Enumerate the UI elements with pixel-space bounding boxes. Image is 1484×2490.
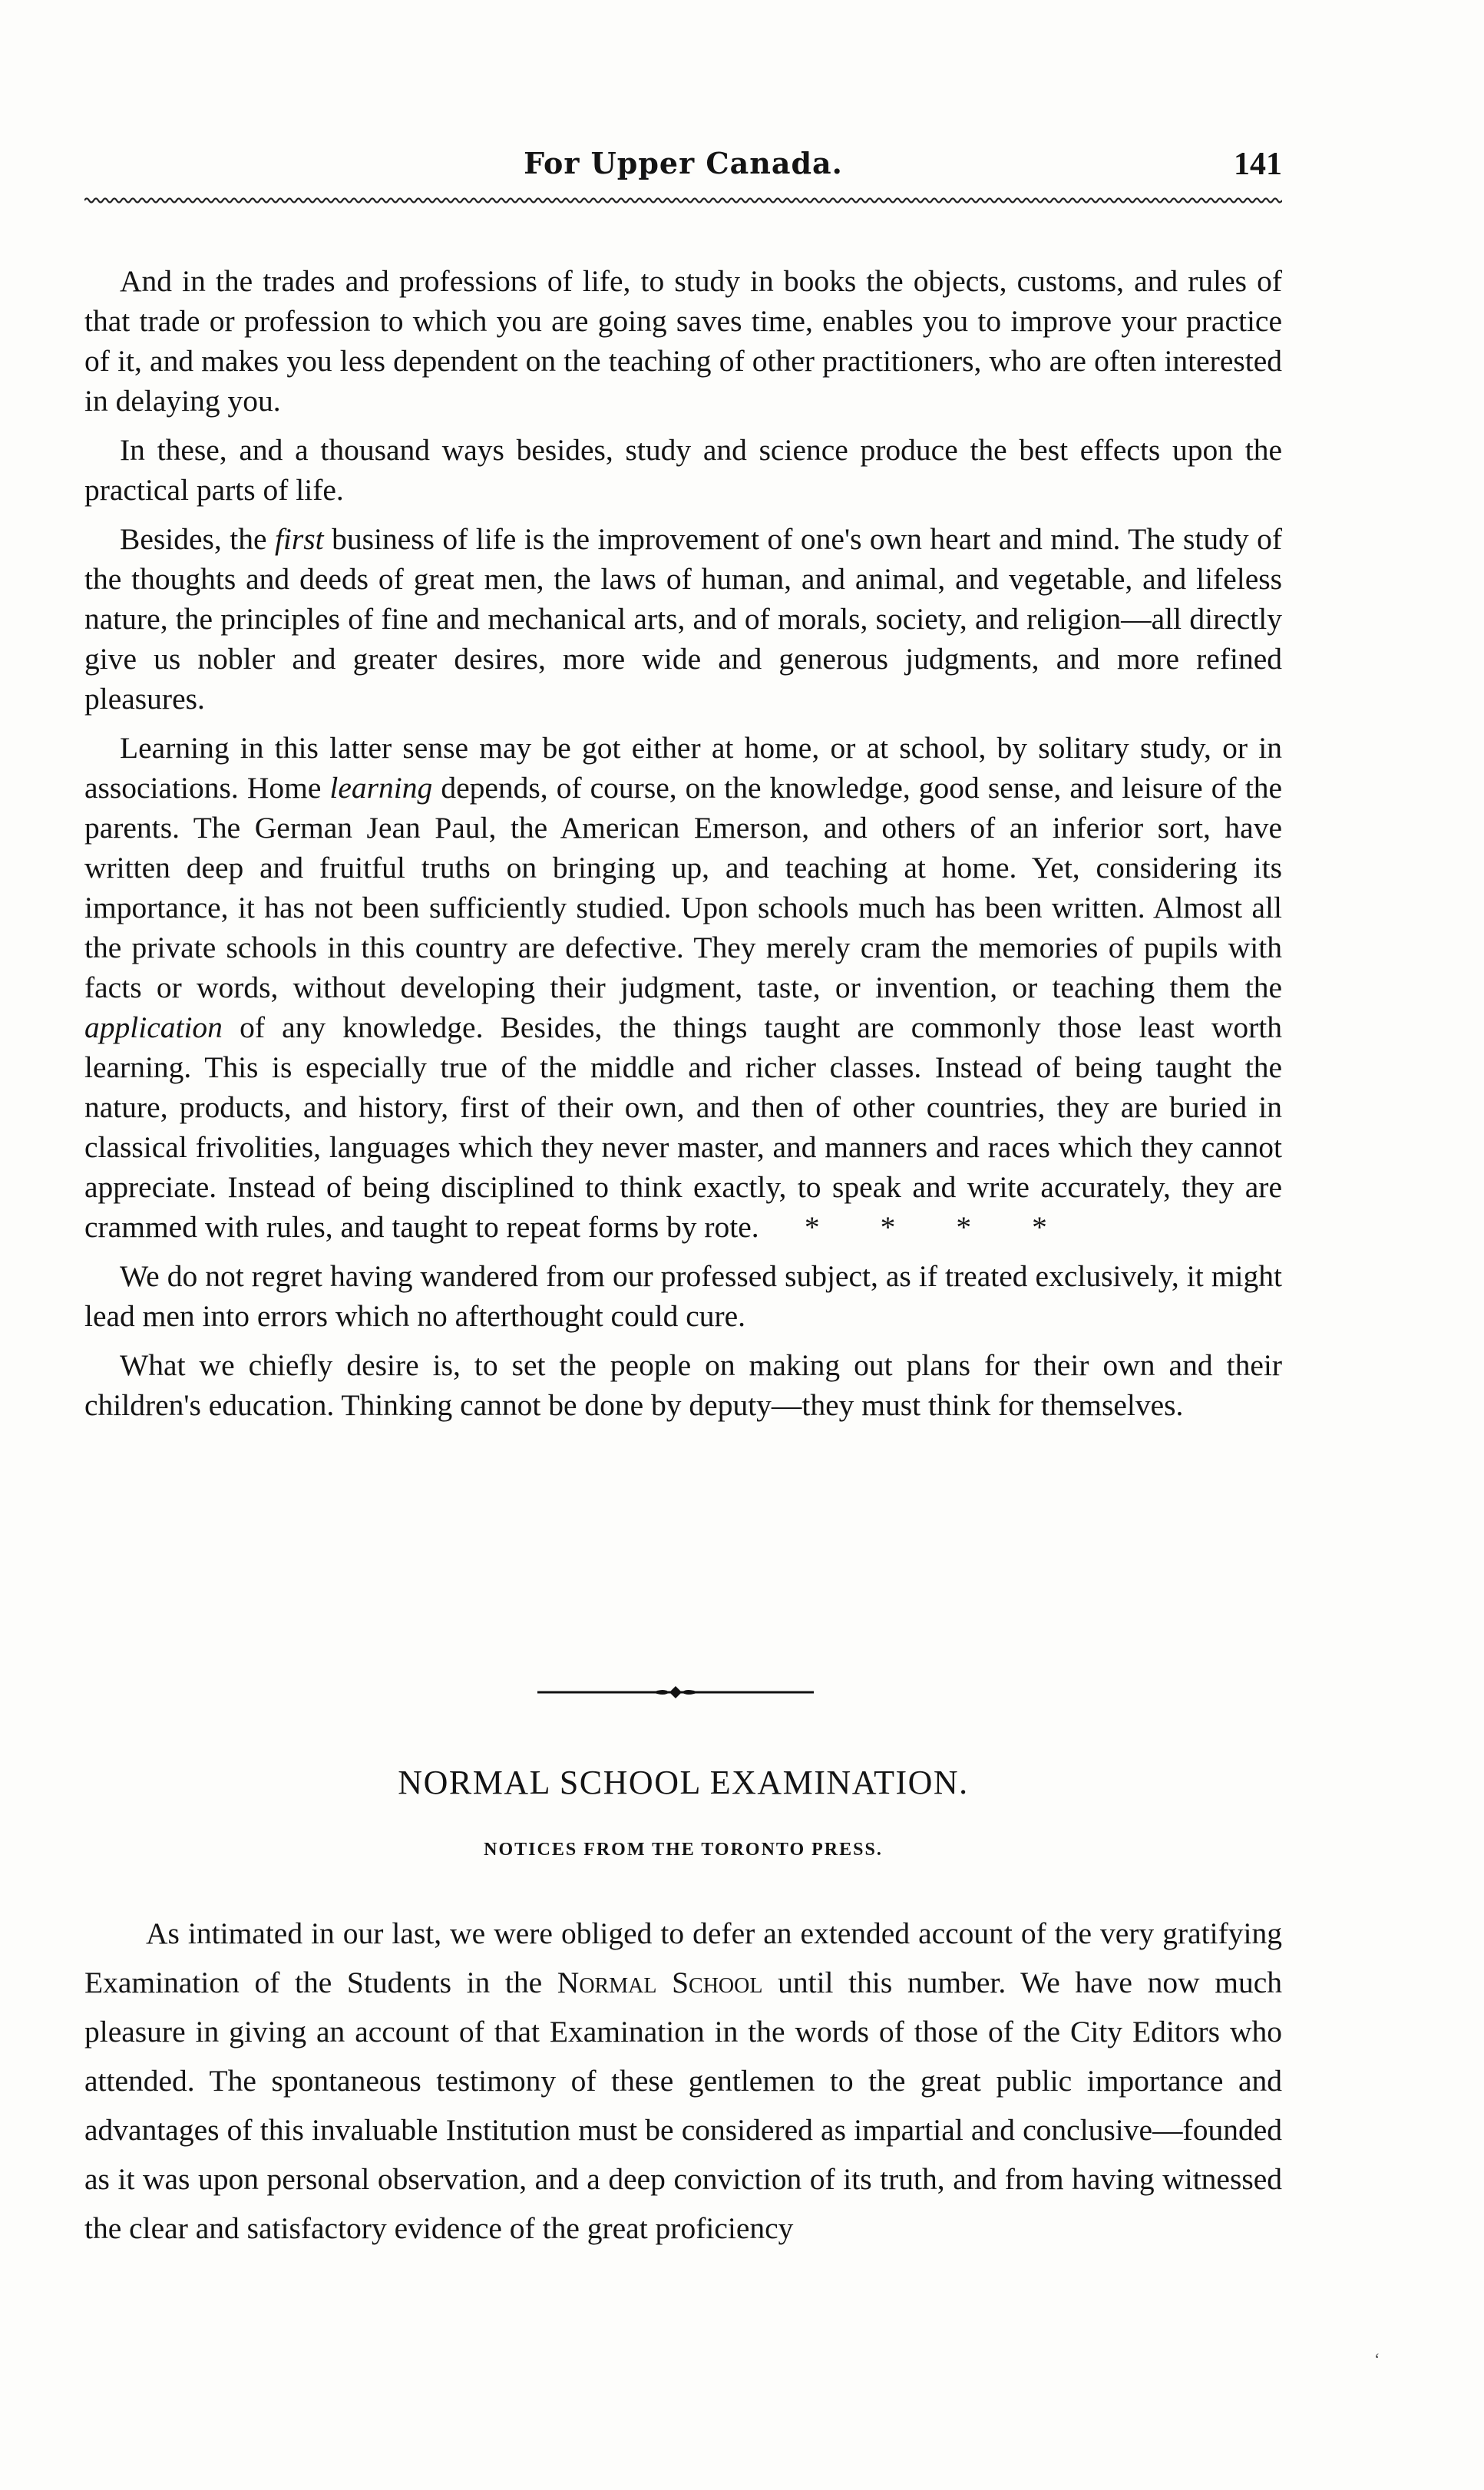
paragraph-text: Besides, the bbox=[120, 522, 275, 556]
paragraph bbox=[84, 519, 1282, 719]
paragraph-text: What we chiefly desire is, to set the people on making out plans for their own and their children's education. Thinking cannot be done by deputy—they must think for themselves. bbox=[84, 1348, 1282, 1422]
emphasis-text: first bbox=[274, 522, 324, 556]
paragraph-text: until this number. We have now much pleasure in giving an account of that Examination in the words of those of the City Editors who attended. The spontaneous testimony of these gentlemen to the great public importance and advantages of this invaluable Institution must be considered as impartial and conclusive—founded as it was upon personal observation, and a deep conviction of its truth, and from having witnessed the clear and satisfactory evidence of the great proficiency bbox=[84, 1966, 1282, 2245]
paragraph-text: Learning in this latter sense may be got either at home, or at school, by solitary study, or in associations. Home bbox=[84, 731, 1282, 805]
paragraph-text: depends, of course, on the knowledge, good sense, and leisure of the parents. The German Jean Paul, the American Emerson, and others of an inferior sort, have written deep and fruitful truths on bringing up, and teaching at home. Yet, considering its importance, it has not been sufficiently studied. Upon schools much has been written. Almost all the private schools in this country are defective. They merely cram the memories of pupils with facts or words, without developing their judgment, taste, or invention, or teaching them the bbox=[84, 771, 1282, 1004]
small-caps-text: Normal School bbox=[557, 1966, 763, 1999]
paragraph-text: business of life is the improvement of one's own heart and mind. The study of the thoughts and deeds of great men, the laws of human, and animal, and vegetable, and lifeless nature, the principles of fine and mechanical arts, and of morals, society, and religion—all directly give us nobler and greater desires, more wide and generous judgments, and more refined pleasures. bbox=[84, 522, 1282, 716]
paragraph bbox=[84, 1345, 1282, 1425]
paragraph-text: of any knowledge. Besides, the things taught are commonly those least worth learning. This is especially true of the middle and richer classes. Instead of being taught the nature, products, and history, first of their own, and then of other countries, they are buried in classical frivolities, languages which they never master, and manners and races which they cannot appreciate. Instead of being disciplined to think exactly, to speak and write accurately, they are crammed with rules, and taught to repeat forms by rote. bbox=[84, 1010, 1282, 1244]
asterisk-ellipsis: * * * * bbox=[759, 1210, 1047, 1244]
section-title: NORMAL SCHOOL EXAMINATION. bbox=[398, 1764, 969, 1801]
article-body bbox=[84, 261, 1282, 1434]
paragraph bbox=[84, 261, 1282, 421]
paragraph bbox=[84, 1909, 1282, 2253]
section-subtitle: NOTICES FROM THE TORONTO PRESS. bbox=[484, 1840, 883, 1860]
emphasis-text: learning bbox=[329, 771, 433, 805]
ornamental-divider bbox=[537, 1683, 814, 1701]
page-number: 141 bbox=[1234, 147, 1282, 182]
page-header bbox=[84, 146, 1282, 200]
running-title: For Upper Canada. bbox=[524, 146, 843, 180]
emphasis-text: application bbox=[84, 1010, 223, 1044]
paragraph-text: As intimated in our last, we were obliged to defer an extended account of the very gratifying Examination of the Students in the bbox=[84, 1916, 1282, 1999]
paragraph-text: We do not regret having wandered from our professed subject, as if treated exclusively, it might lead men into errors which no afterthought could cure. bbox=[84, 1259, 1282, 1333]
paragraph bbox=[84, 728, 1282, 1247]
wavy-rule-divider bbox=[84, 195, 1282, 206]
section-body bbox=[84, 1909, 1282, 2253]
stray-print-mark: ʻ bbox=[1374, 2349, 1380, 2369]
paragraph bbox=[84, 1256, 1282, 1336]
paragraph-text: In these, and a thousand ways besides, study and science produce the best effects upon the practical parts of life. bbox=[84, 433, 1282, 507]
paragraph bbox=[84, 430, 1282, 510]
paragraph-text: And in the trades and professions of life, to study in books the objects, customs, and rules of that trade or profession to which you are going saves time, enables you to improve your practice of it, and makes you less dependent on the teaching of other practitioners, who are often interested in delaying you. bbox=[84, 264, 1282, 418]
